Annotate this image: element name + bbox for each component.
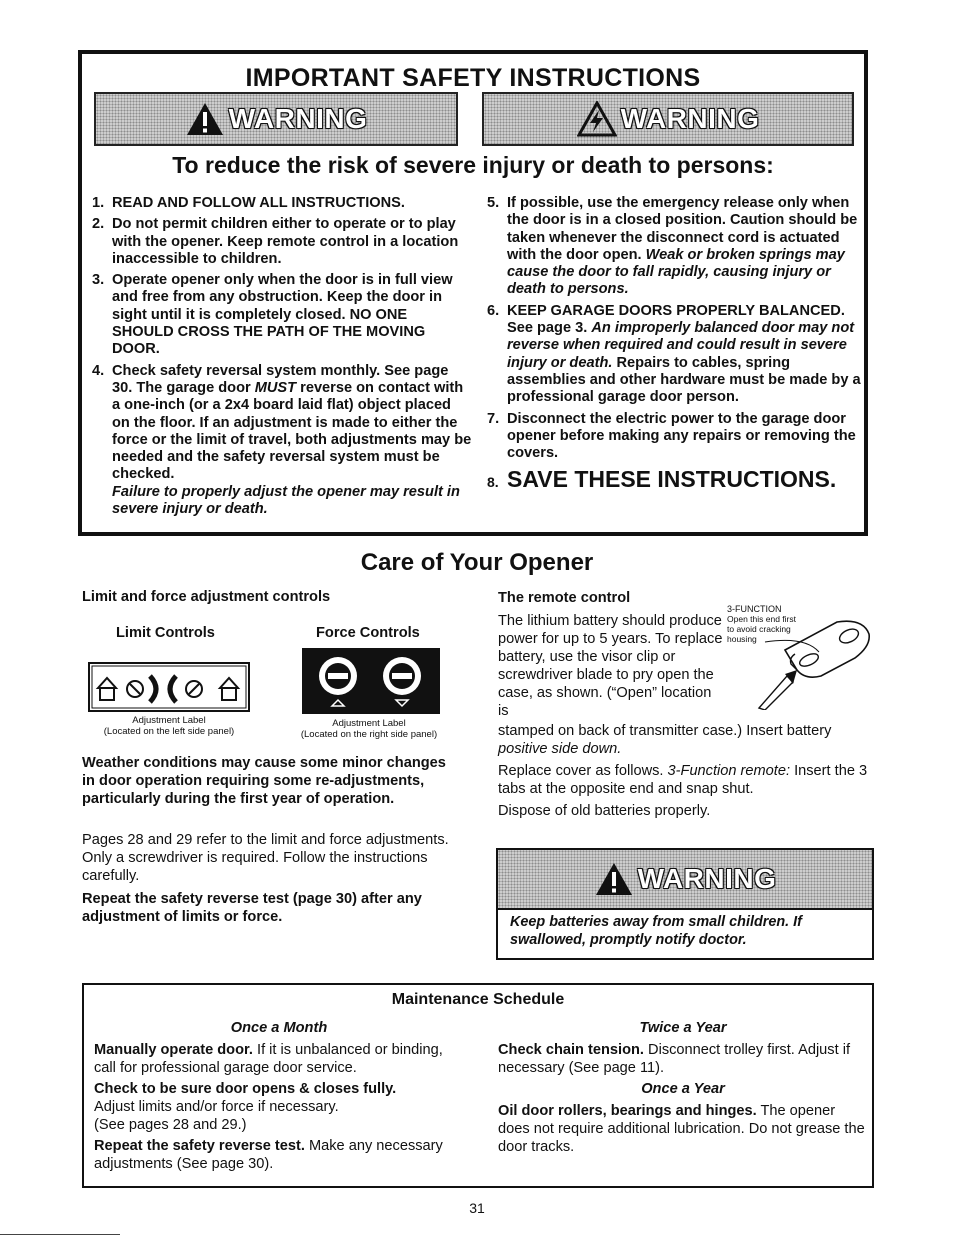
item-text-part: If possible, use the emergency release only when the door is in a closed position. Caution should be taken whenever the disconnect cord is actuated with the door open. (507, 195, 858, 263)
pages-note: Pages 28 and 29 refer to the limit and force adjustments. Only a screwdriver is required. Follow the instructions carefully. (82, 832, 449, 884)
maintenance-item-text: (See pages 28 and 29.) (94, 1117, 247, 1133)
maintenance-item-text: Make any necessary adjustments (See page 30). (94, 1138, 443, 1172)
adjustment-label-text: Adjustment Label (332, 718, 406, 729)
force-controls-label: Force Controls (316, 625, 420, 641)
item-italic-warning: Weak or broken springs may cause the door to fall rapidly, causing injury or death to persons. (507, 246, 845, 298)
safety-list-right (487, 195, 863, 495)
remote-paragraph-2 (498, 762, 870, 798)
maintenance-item (94, 1137, 464, 1173)
warning-banner (498, 850, 872, 910)
maintenance-schedule-box (82, 983, 874, 1188)
item-number: 4. (92, 362, 105, 379)
item-text-part: Check safety reversal system monthly. See page 30. The garage door (112, 362, 449, 396)
maintenance-item-title: Repeat the safety reverse test. (94, 1138, 305, 1154)
item-text (507, 303, 863, 407)
remote-italic: positive side down. (498, 741, 622, 757)
right-panel-text: (Located on the right side panel) (300, 729, 438, 740)
remote-heading: The remote control (498, 590, 631, 606)
warning-label: WARNING (228, 103, 368, 134)
maintenance-item (498, 1041, 868, 1077)
once-a-month-heading: Once a Month (230, 1020, 328, 1036)
maintenance-item (94, 1041, 464, 1077)
repeat-note: Repeat the safety reverse test (page 30) after any adjustment of limits or force. (82, 891, 422, 925)
item-emphasis: MUST (254, 379, 297, 396)
item-text (507, 195, 863, 299)
item-text: READ AND FOLLOW ALL INSTRUCTIONS. (112, 195, 405, 211)
save-instructions (487, 466, 863, 495)
item-number: 7. (487, 410, 500, 427)
care-title: Care of Your Opener (360, 549, 594, 576)
warning-banner-right (482, 92, 854, 146)
page-number: 31 (469, 1200, 485, 1216)
item-number: 2. (92, 216, 105, 233)
figure-open-note: Open this end first to avoid cracking housing (727, 614, 796, 644)
maintenance-title: Maintenance Schedule (391, 991, 565, 1008)
list-item (487, 195, 863, 299)
maintenance-item-title: Manually operate door. (94, 1042, 253, 1058)
battery-warning-text: Keep batteries away from small children. If swallowed, promptly notify doctor. (510, 914, 802, 948)
item-text: Operate opener only when the door is in full view and free from any obstruction. Keep the door in sight until it is completely closed. NO ONE SHOULD CROSS THE PATH OF THE MOVING DOOR. (112, 272, 453, 358)
maintenance-item-text: Adjust limits and/or force if necessary. (94, 1099, 339, 1115)
bottom-rule (0, 1234, 120, 1235)
remote-italic: 3-Function remote: (667, 763, 791, 779)
item-number: 8. (487, 474, 499, 491)
list-item (92, 195, 472, 212)
maintenance-item-title: Oil door rollers, bearings and hinges. (498, 1103, 757, 1119)
limit-adjustment-caption (88, 715, 250, 737)
item-italic-warning: An improperly balanced door may not reverse when required and could result in severe injury or death. (507, 320, 855, 371)
maintenance-item-text: The opener does not require additional lubrication. Do not grease the door tracks. (498, 1103, 865, 1155)
remote-text: Insert the 3 tabs at the opposite end and snap shut. (498, 763, 868, 797)
list-item (487, 303, 863, 407)
remote-paragraph-3: Dispose of old batteries properly. (498, 803, 711, 819)
maintenance-right-column (498, 1019, 868, 1156)
maintenance-left-column (94, 1019, 464, 1173)
list-item (92, 272, 472, 358)
electrical-hazard-icon (577, 101, 617, 137)
item-text-part: Repairs to cables, spring assemblies and other hardware must be made by a professional garage door person. (507, 354, 861, 406)
figure-function-label: 3-FUNCTION (727, 604, 782, 614)
maintenance-item-text: Disconnect trolley first. Adjust if necessary (See page 11). (498, 1042, 851, 1076)
once-a-year-heading: Once a Year (641, 1081, 725, 1097)
item-number: 1. (92, 195, 105, 211)
force-adjustment-label-icon (302, 648, 440, 714)
item-number: 3. (92, 272, 105, 289)
item-number: 6. (487, 302, 500, 319)
safety-list-left (92, 195, 472, 522)
maintenance-item-title: Check to be sure door opens & closes fully. (94, 1081, 397, 1097)
remote-paragraph-1a: The lithium battery should produce power for up to 5 years. To replace battery, use the visor clip or screwdriver blade to pry open the case, as shown. (“Open” location is (498, 613, 723, 719)
battery-warning-box (496, 848, 874, 960)
maintenance-item-title: Check chain tension. (498, 1042, 644, 1058)
safety-title: IMPORTANT SAFETY INSTRUCTIONS (245, 64, 701, 92)
item-italic-warning: Failure to properly adjust the opener may result in severe injury or death. (112, 483, 460, 518)
item-text: Do not permit children either to operate or to play with the opener. Keep remote control in a location inaccessible to children. (112, 216, 459, 267)
item-number: 5. (487, 195, 500, 211)
left-panel-text: (Located on the left side panel) (103, 726, 235, 737)
warning-banner-left (94, 92, 458, 146)
save-instructions-text: SAVE THESE INSTRUCTIONS. (507, 466, 837, 493)
safety-instructions-box (78, 50, 868, 536)
remote-control-icon (745, 612, 875, 710)
adjustment-label-text: Adjustment Label (132, 715, 206, 726)
remote-text: stamped on back of transmitter case.) Insert battery (498, 723, 832, 739)
weather-note: Weather conditions may cause some minor changes in door operation requiring some re-adjustments, particularly during the first year of operation. (82, 755, 446, 807)
limit-controls-label: Limit Controls (116, 625, 215, 641)
item-text-part: reverse on contact with a one-inch (or a 2x4 board laid flat) object placed on the floor. If an adjustment is made to either the force or the limit of travel, both adjustments may be needed and the safety reversal system must be checked. (112, 379, 472, 483)
maintenance-item (498, 1102, 868, 1156)
maintenance-item-text: If it is unbalanced or binding, call for professional garage door service. (94, 1042, 443, 1076)
list-item (92, 216, 472, 268)
safety-subheading: To reduce the risk of severe injury or death to persons: (172, 152, 774, 178)
warning-triangle-icon (594, 861, 634, 897)
force-adjustment-caption (284, 718, 454, 740)
warning-label: WARNING (620, 103, 760, 134)
remote-paragraph-1b (498, 722, 870, 758)
list-item (487, 411, 863, 463)
list-item (92, 363, 472, 519)
item-text (112, 363, 472, 519)
item-text: Disconnect the electric power to the garage door opener before making any repairs or removing the covers. (507, 410, 856, 462)
twice-a-year-heading: Twice a Year (639, 1020, 727, 1036)
limit-heading: Limit and force adjustment controls (82, 589, 331, 605)
warning-triangle-icon (185, 101, 225, 137)
maintenance-item (94, 1080, 464, 1134)
warning-label: WARNING (637, 863, 777, 894)
remote-text: Replace cover as follows. (498, 763, 664, 779)
limit-adjustment-label-icon (88, 662, 250, 712)
item-text-part: KEEP GARAGE DOORS PROPERLY BALANCED. See page 3. (507, 302, 845, 337)
